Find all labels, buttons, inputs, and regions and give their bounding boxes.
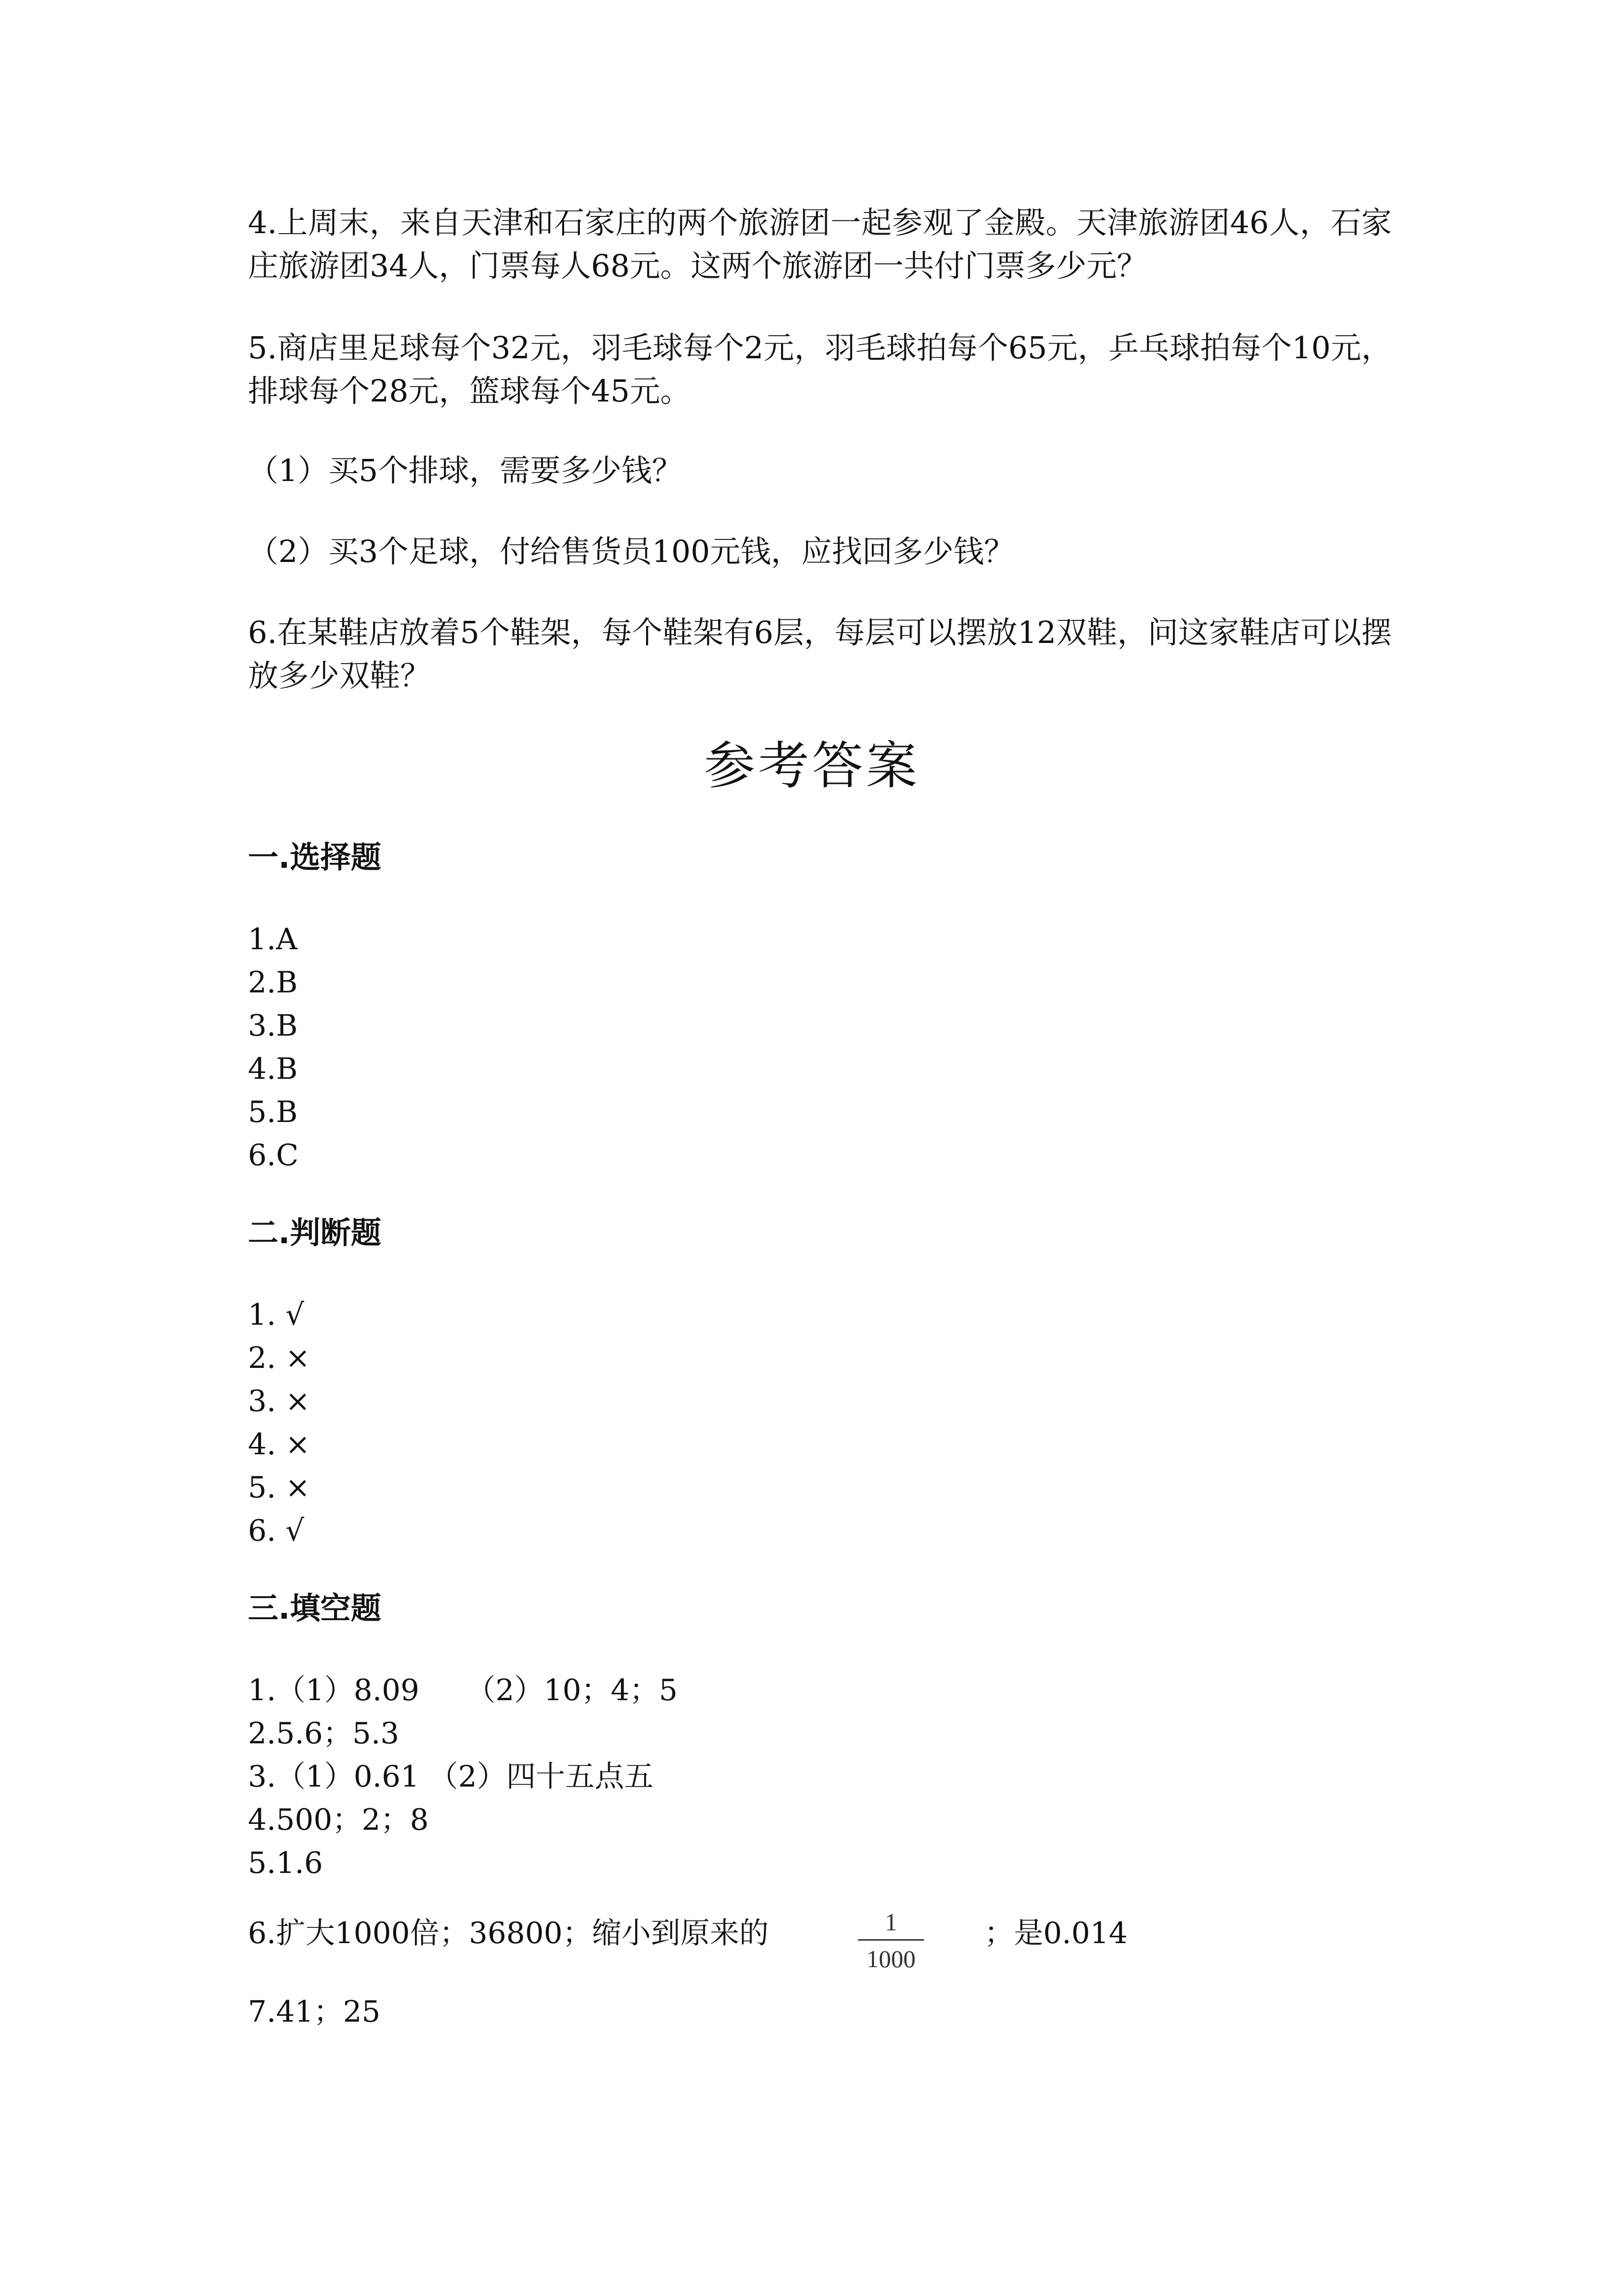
list-item: 3.（1）0.61 （2）四十五点五	[248, 1760, 654, 1794]
answers-title: 参考答案	[704, 736, 920, 796]
list-item: 2.B	[248, 965, 298, 1000]
list-item: 1.（1）8.09 （2）10；4；5	[248, 1673, 678, 1708]
list-item: 4.B	[248, 1052, 298, 1086]
fraction-bar	[858, 1939, 924, 1941]
fraction-numerator: 1	[885, 1908, 897, 1936]
judgement-answers-list	[248, 1293, 310, 1552]
section-heading-choice: 一.选择题	[248, 839, 381, 875]
question-5-part-1: （1）买5个排球，需要多少钱？	[248, 453, 682, 488]
question-5: 5.商店里足球每个32元，羽毛球每个2元，羽毛球拍每个65元，乒乓球拍每个10元，排球每个28元，篮球每个45元。	[248, 330, 1392, 409]
list-item: 1. √	[248, 1298, 304, 1332]
list-item: 5.1.6	[248, 1846, 323, 1880]
question-6: 6.在某鞋店放着5个鞋架，每个鞋架有6层，每层可以摆放12双鞋，问这家鞋店可以摆放多少双鞋？	[248, 614, 1392, 694]
list-item: 2.5.6；5.3	[248, 1716, 400, 1751]
fraction-one-thousandth	[854, 1907, 928, 1974]
list-item: 3. ×	[248, 1384, 310, 1418]
list-item: 4. ×	[248, 1427, 310, 1462]
fill-blank-item-7: 7.41；25	[248, 1995, 380, 2029]
list-item: 5. ×	[248, 1470, 310, 1505]
section-heading-fill-blank: 三.填空题	[248, 1590, 381, 1626]
choice-answers-list	[248, 918, 298, 1177]
question-4: 4.上周末，来自天津和石家庄的两个旅游团一起参观了金殿。天津旅游团46人，石家庄旅游团34人，门票每人68元。这两个旅游团一共付门票多少元？	[248, 205, 1392, 284]
list-item: 5.B	[248, 1095, 298, 1129]
fill-blank-item-6-tail: ；是0.014	[984, 1916, 1128, 1950]
fill-blank-answers-list	[248, 1669, 677, 1885]
section-heading-judgement: 二.判断题	[248, 1215, 381, 1251]
list-item: 3.B	[248, 1009, 298, 1043]
list-item: 4.500；2；8	[248, 1803, 429, 1837]
list-item: 1.A	[248, 922, 298, 957]
fraction-denominator: 1000	[866, 1945, 916, 1973]
list-item: 6.C	[248, 1138, 299, 1173]
list-item: 2. ×	[248, 1341, 310, 1375]
question-5-part-2: （2）买3个足球，付给售货员100元钱，应找回多少钱？	[248, 534, 1015, 569]
fill-blank-item-6-text: 6.扩大1000倍；36800；缩小到原来的	[248, 1916, 769, 1950]
list-item: 6. √	[248, 1514, 304, 1548]
